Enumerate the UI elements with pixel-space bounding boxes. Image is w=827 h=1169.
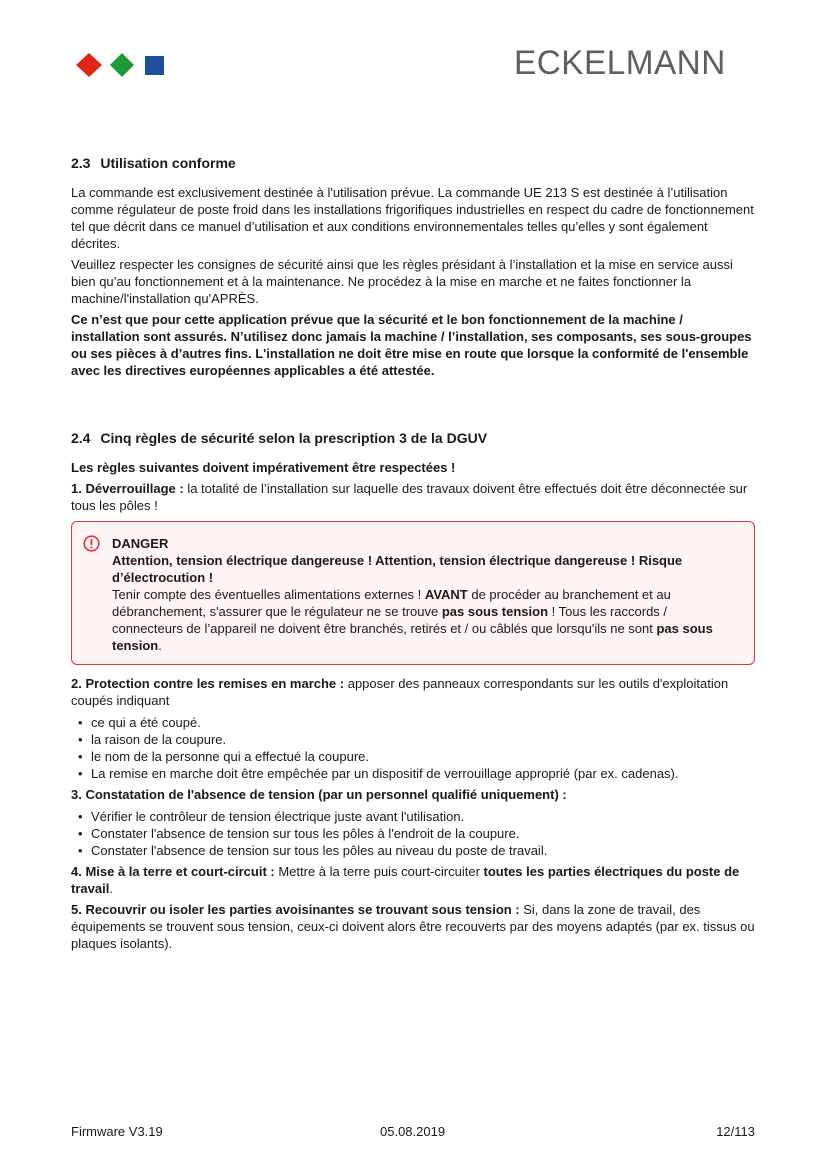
danger-text-part: Tenir compte des éventuelles alimentations externes ! bbox=[112, 587, 425, 602]
list-item: • Constater l'absence de tension sur tous les pôles au niveau du poste de travail. bbox=[71, 842, 755, 859]
danger-text-part: . bbox=[158, 638, 162, 653]
danger-title: DANGER bbox=[112, 536, 169, 551]
rule-text: Mettre à la terre puis court-circuiter bbox=[274, 864, 484, 879]
logo-green-diamond bbox=[110, 53, 134, 77]
rule-5 bbox=[71, 901, 755, 952]
section-title: Utilisation conforme bbox=[100, 155, 236, 171]
list-item: • la raison de la coupure. bbox=[71, 731, 755, 748]
danger-text-part: de procéder au branchement et au débranchement, s'assurer que le régulateur ne se trouve bbox=[112, 587, 671, 619]
danger-text bbox=[112, 586, 738, 654]
section-number: 2.3 bbox=[71, 155, 91, 171]
rule-text: la totalité de l’installation sur laquelle des travaux doivent être effectués doit être déconnectée sur tous les pôles ! bbox=[71, 481, 748, 513]
paragraph-safety-instructions: Veuillez respecter les consignes de sécurité ainsi que les règles présidant à l’installation et la mise en service aussi bien qu’au fonctionnement et à la maintenance. Ne procédez à la mise en marche et ne faites fonctionner la machine/l'installation qu'APRÈS. bbox=[71, 257, 733, 306]
rule-2-list bbox=[71, 714, 755, 782]
brand-wordmark: ECKELMANN bbox=[514, 44, 726, 82]
paragraph-intended-use: La commande est exclusivement destinée à l'utilisation prévue. La commande UE 213 S est destinée à l’utilisation comme régulateur de poste froid dans les installations frigorifiques industrielles en respect du cadre de fonctionnement tel que décrit dans ce manuel d’utilisation et aux conditions environnementales telles qu’elles y sont également décrites. bbox=[71, 185, 754, 251]
footer-firmware: Firmware V3.19 bbox=[71, 1124, 163, 1139]
list-item: • La remise en marche doit être empêchée par un dispositif de verrouillage approprié (par ex. cadenas). bbox=[71, 765, 755, 782]
section-title: Cinq règles de sécurité selon la prescription 3 de la DGUV bbox=[100, 430, 488, 446]
rule-4 bbox=[71, 863, 755, 897]
logo-blue-square bbox=[145, 56, 164, 75]
rule-text-end: . bbox=[109, 881, 113, 896]
rule-label: 1. Déverrouillage : bbox=[71, 481, 184, 496]
rule-1 bbox=[71, 480, 755, 514]
list-item: • Constater l'absence de tension sur tous les pôles à l'endroit de la coupure. bbox=[71, 825, 755, 842]
danger-text-bold: pas sous tension bbox=[112, 621, 713, 653]
section-number: 2.4 bbox=[71, 430, 91, 446]
rule-label: 2. Protection contre les remises en marche : bbox=[71, 676, 345, 691]
list-item: • le nom de la personne qui a effectué la coupure. bbox=[71, 748, 755, 765]
rules-intro: Les règles suivantes doivent impérativement être respectées ! bbox=[71, 460, 456, 475]
footer-page-number: 12/113 bbox=[716, 1124, 755, 1139]
page-footer bbox=[71, 1123, 755, 1140]
logo-red-diamond bbox=[76, 53, 102, 77]
list-item: • ce qui a été coupé. bbox=[71, 714, 755, 731]
danger-text-bold: pas sous tension bbox=[441, 604, 549, 619]
eckelmann-logo-icon bbox=[75, 52, 167, 78]
page-content bbox=[71, 154, 755, 956]
rule-label: 4. Mise à la terre et court-circuit : bbox=[71, 864, 275, 879]
rule-text: apposer des panneaux correspondants sur les outils d'exploitation coupés indiquant bbox=[71, 676, 729, 708]
danger-subtitle: Attention, tension électrique dangereuse ! Attention, tension électrique dangereuse ! Risque d’électrocution ! bbox=[112, 553, 683, 585]
rule-label: 5. Recouvrir ou isoler les parties avoisinantes se trouvant sous tension : bbox=[71, 902, 520, 917]
section-heading-2-4 bbox=[71, 429, 755, 447]
rule-text-bold: toutes les parties électriques du poste de travail bbox=[71, 864, 740, 896]
rule-3: 3. Constatation de l'absence de tension (par un personnel qualifié uniquement) : bbox=[71, 787, 567, 802]
list-item: • Vérifier le contrôleur de tension électrique juste avant l'utilisation. bbox=[71, 808, 755, 825]
rule-text: Si, dans la zone de travail, des équipements se trouvent sous tension, ceux-ci doivent alors être recouverts par des moyens adaptés (par ex. tissus ou plaques isolants). bbox=[71, 902, 755, 951]
paragraph-warning-bold: Ce n’est que pour cette application prévue que la sécurité et le bon fonctionnement de la machine / installation sont assurés. N’utilisez donc jamais la machine / l’installation, ses composants, ses sous-groupes ou ses pièces à d’autres fins. L'installation ne doit être mise en route que lorsque la conformité de l'ensemble avec les directives européennes applicables a été attestée. bbox=[71, 312, 752, 378]
rule-3-list bbox=[71, 808, 755, 859]
section-heading-2-3 bbox=[71, 154, 755, 172]
danger-text-part: ! Tous les raccords / connecteurs de l’appareil ne doivent être branchés, retirés et / ou câblés que lorsqu'ils ne sont bbox=[112, 604, 668, 636]
footer-date: 05.08.2019 bbox=[380, 1124, 446, 1139]
danger-box bbox=[71, 521, 755, 665]
exclamation-circle-icon bbox=[83, 535, 100, 552]
rule-2 bbox=[71, 675, 755, 709]
danger-text-bold: AVANT bbox=[424, 587, 468, 602]
